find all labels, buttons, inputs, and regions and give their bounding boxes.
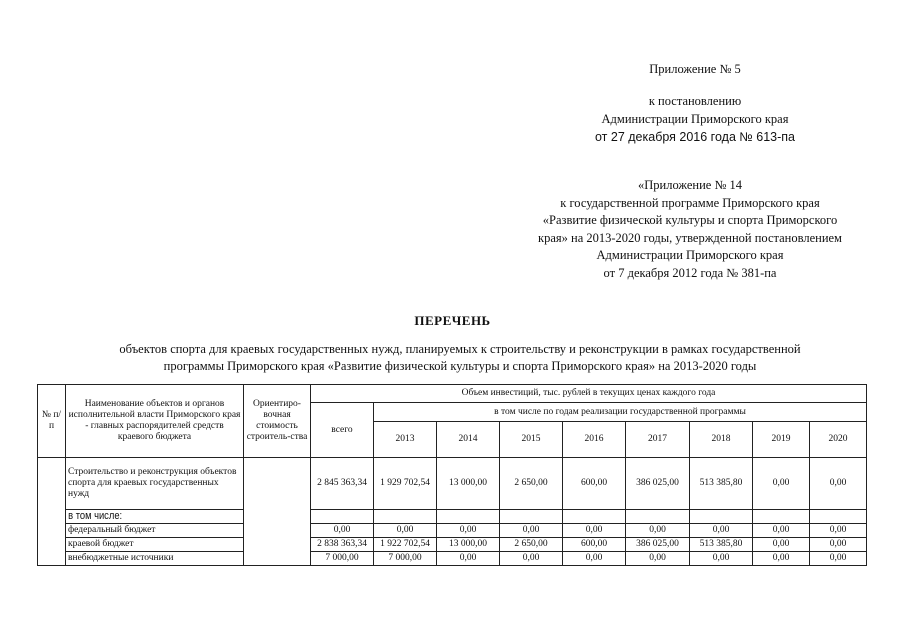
- sub-row-total: 7 000,00: [311, 552, 374, 566]
- table-row: [38, 552, 867, 566]
- appendix-14-line3: края» на 2013-2020 годы, утвержденной постановлением: [538, 230, 842, 245]
- header-num: № п/п: [38, 385, 66, 458]
- sub-row-value: 0,00: [500, 524, 563, 538]
- sub-row-name: федеральный бюджет: [66, 524, 244, 538]
- appendix-14-header: [480, 177, 900, 282]
- main-row-value: 386 025,00: [626, 458, 690, 510]
- subtitle-line1: объектов спорта для краевых государственных нужд, планируемых к строительству и реконструкции в рамках государственной: [119, 342, 801, 356]
- sub-row-value: 513 385,80: [690, 538, 753, 552]
- sub-row-value: 0,00: [500, 552, 563, 566]
- table-row: [38, 524, 867, 538]
- header-year: 2015: [500, 422, 563, 458]
- sub-row-value: 0,00: [810, 524, 867, 538]
- sub-row-value: 7 000,00: [374, 552, 437, 566]
- table-row-main: [38, 458, 867, 510]
- appendix-14-line5: от 7 декабря 2012 года № 381-па: [603, 265, 777, 280]
- main-row-total: 2 845 363,34: [311, 458, 374, 510]
- table-row-including: [38, 510, 867, 524]
- main-row-value: 2 650,00: [500, 458, 563, 510]
- sub-row-value: 0,00: [753, 538, 810, 552]
- investment-table: [37, 384, 867, 566]
- appendix-5-header: [540, 60, 850, 146]
- appendix-5-title: Приложение № 5: [649, 62, 741, 76]
- sub-row-value: 0,00: [563, 524, 626, 538]
- sub-row-value: 13 000,00: [437, 538, 500, 552]
- main-row-value: 0,00: [810, 458, 867, 510]
- row-num-cell: [38, 458, 66, 566]
- sub-row-value: 0,00: [437, 524, 500, 538]
- header-year: 2014: [437, 422, 500, 458]
- header-year: 2017: [626, 422, 690, 458]
- header-year: 2013: [374, 422, 437, 458]
- sub-row-value: 2 650,00: [500, 538, 563, 552]
- sub-row-value: 0,00: [374, 524, 437, 538]
- header-name: Наименование объектов и органов исполнительной власти Приморского края - главных распорядителей средств краевого бюджета: [66, 385, 244, 458]
- sub-row-value: 0,00: [810, 552, 867, 566]
- main-row-cost: [244, 458, 311, 566]
- including-label: в том числе:: [66, 510, 217, 524]
- main-row-value: 13 000,00: [437, 458, 500, 510]
- table-row: [38, 538, 867, 552]
- sub-row-value: 0,00: [690, 524, 753, 538]
- sub-row-value: 0,00: [690, 552, 753, 566]
- header-total: всего: [311, 403, 374, 458]
- main-row-name: Строительство и реконструкция объектов спорта для краевых государственных нужд: [66, 458, 244, 510]
- sub-row-value: 0,00: [563, 552, 626, 566]
- header-year: 2016: [563, 422, 626, 458]
- main-row-value: 513 385,80: [690, 458, 753, 510]
- appendix-14-title: «Приложение № 14: [637, 178, 743, 192]
- sub-row-total: 0,00: [311, 524, 374, 538]
- sub-row-value: 600,00: [563, 538, 626, 552]
- appendix-5-decree-date: от 27 декабря 2016 года № 613-па: [595, 130, 795, 144]
- appendix-14-line2: «Развитие физической культуры и спорта Приморского: [542, 213, 838, 227]
- sub-row-value: 0,00: [753, 524, 810, 538]
- document-subtitle: [60, 341, 860, 375]
- header-investment: Объем инвестиций, тыс. рублей в текущих ценах каждого года: [311, 385, 867, 403]
- appendix-14-line4: Администрации Приморского края: [596, 248, 784, 262]
- appendix-14-line1: к государственной программе Приморского края: [560, 195, 820, 210]
- header-year: 2019: [753, 422, 810, 458]
- sub-row-value: 0,00: [626, 552, 690, 566]
- document-title: ПЕРЕЧЕНЬ: [414, 313, 491, 328]
- appendix-5-line1: к постановлению: [648, 94, 742, 108]
- subtitle-line2: программы Приморского края «Развитие физической культуры и спорта Приморского края» на 2013-2020 годы: [163, 359, 757, 373]
- sub-row-value: 1 922 702,54: [374, 538, 437, 552]
- main-row-value: 0,00: [753, 458, 810, 510]
- header-by-years: в том числе по годам реализации государственной программы: [374, 403, 867, 422]
- header-year: 2018: [690, 422, 753, 458]
- sub-row-value: 0,00: [437, 552, 500, 566]
- header-cost: Ориентиро-вочная стоимость строитель-ства: [244, 385, 311, 458]
- appendix-5-line2: Администрации Приморского края: [601, 112, 789, 126]
- sub-row-name: краевой бюджет: [66, 538, 244, 552]
- sub-row-name: внебюджетные источники: [66, 552, 244, 566]
- header-year: 2020: [810, 422, 867, 458]
- main-row-value: 1 929 702,54: [374, 458, 437, 510]
- sub-row-total: 2 838 363,34: [311, 538, 374, 552]
- sub-row-value: 386 025,00: [626, 538, 690, 552]
- main-row-value: 600,00: [563, 458, 626, 510]
- sub-row-value: 0,00: [810, 538, 867, 552]
- sub-row-value: 0,00: [753, 552, 810, 566]
- sub-row-value: 0,00: [626, 524, 690, 538]
